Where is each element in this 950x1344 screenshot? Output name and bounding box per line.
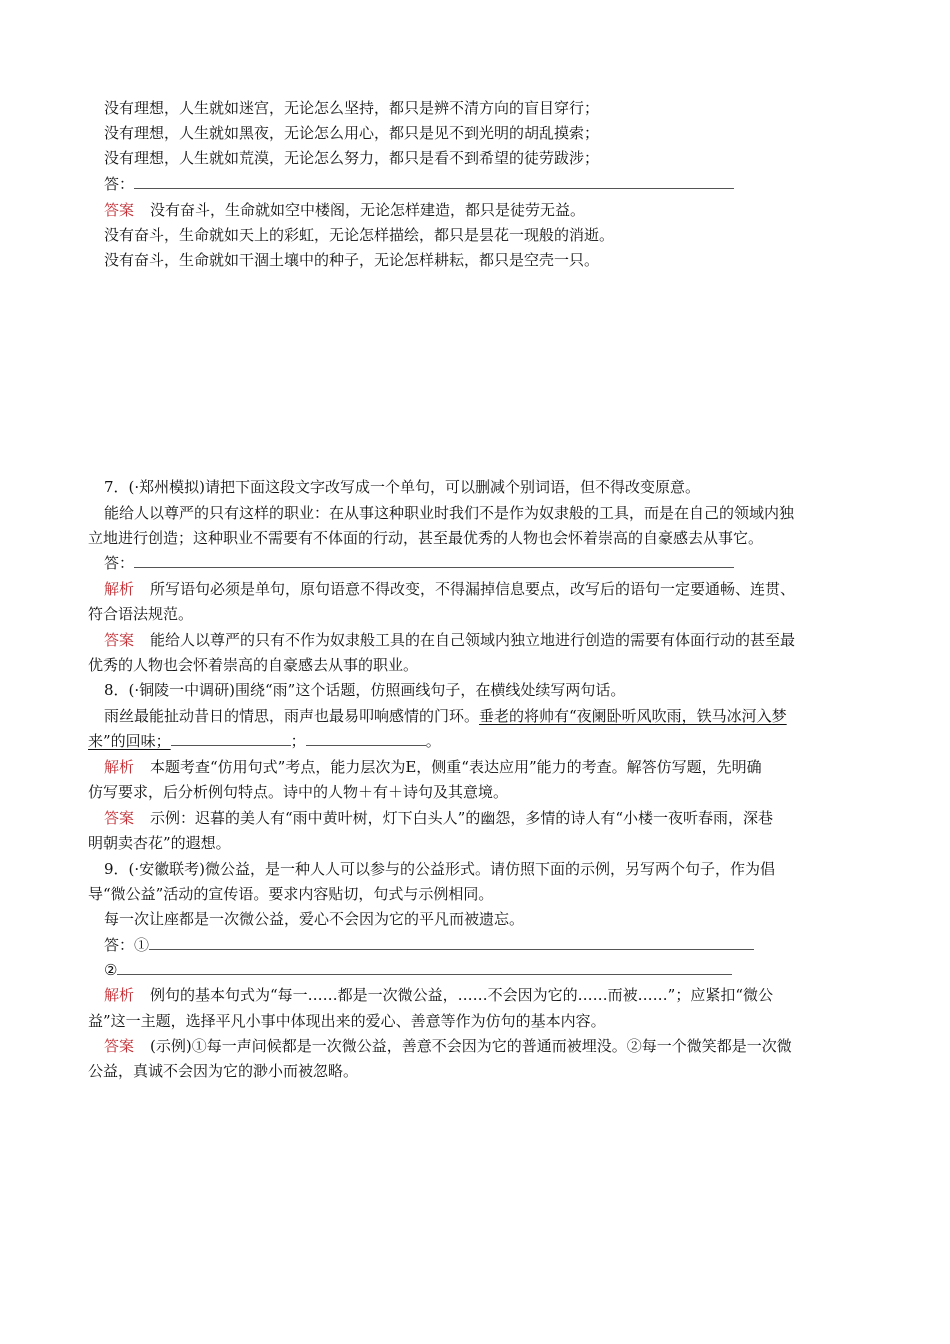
- answer-label: 答：: [104, 554, 135, 572]
- q7-analysis-1: [104, 579, 880, 599]
- answer-key-text: 没有奋斗，生命就如空中楼阁，无论怎样建造，都只是徒劳无益。: [150, 201, 586, 219]
- q9-answer-line-2: [104, 960, 880, 980]
- answer-blank[interactable]: [134, 174, 734, 189]
- q8-text-1: [104, 706, 880, 726]
- answer-blank-1[interactable]: [171, 731, 291, 746]
- answer-key-label: 答案: [104, 809, 135, 827]
- q9-example: 每一次让座都是一次微公益，爱心不会因为它的平凡而被遗忘。: [104, 910, 525, 928]
- q7-key-1: [104, 630, 880, 650]
- q9-key-1: [104, 1036, 880, 1056]
- poem-line-2: 没有理想，人生就如黑夜，无论怎么用心，都只是见不到光明的胡乱摸索；: [104, 124, 600, 142]
- answer-key-label: 答案: [104, 631, 135, 649]
- answer-label-2: ②: [104, 961, 118, 979]
- q9-analysis-1: [104, 985, 880, 1005]
- q8-underlined-sentence: 垂老的将帅有“夜阑卧听风吹雨，铁马冰河入梦: [479, 707, 787, 725]
- q8-period: 。: [425, 732, 441, 750]
- key-line-a3: 没有奋斗，生命就如干涸土壤中的种子，无论怎样耕耘，都只是空壳一只。: [104, 251, 600, 269]
- q8-key-2: 明朝卖杏花”的遐想。: [88, 834, 231, 852]
- answer-key-label: 答案: [104, 201, 135, 219]
- analysis-label: 解析: [104, 758, 135, 776]
- q8-underlined-sentence-end: 来”的回味；: [88, 732, 171, 750]
- answer-blank-2[interactable]: [306, 731, 426, 746]
- answer-line-a: [104, 174, 880, 194]
- poem-line-1: 没有理想，人生就如迷宫，无论怎么坚持，都只是辨不清方向的盲目穿行；: [104, 99, 600, 117]
- q7-key-2: 优秀的人物也会怀着崇高的自豪感去从事的职业。: [88, 656, 419, 674]
- analysis-text: 例句的基本句式为“每一……都是一次微公益，……不会因为它的……而被……”；应紧扣“微公: [150, 986, 774, 1004]
- q8-analysis-2: 仿写要求，后分析例句特点。诗中的人物＋有＋诗句及其意境。: [88, 783, 509, 801]
- key-line-a2: 没有奋斗，生命就如天上的彩虹，无论怎样描绘，都只是昙花一现般的消逝。: [104, 226, 615, 244]
- answer-blank-2[interactable]: [117, 960, 732, 975]
- analysis-text: 本题考查“仿用句式”考点，能力层次为E，侧重“表达应用”能力的考查。解答仿写题，先明确: [150, 758, 762, 776]
- answer-blank-1[interactable]: [149, 935, 754, 950]
- q9-key-2: 公益，真诚不会因为它的渺小而被忽略。: [88, 1062, 359, 1080]
- answer-key-text: (示例)①每一声问候都是一次微公益，善意不会因为它的普通而被埋没。②每一个微笑都是一次微: [150, 1037, 792, 1055]
- answer-key-label: 答案: [104, 1037, 135, 1055]
- q9-answer-line-1: [104, 935, 880, 955]
- q9-title-1: 9．(·安徽联考)微公益，是一种人人可以参与的公益形式。请仿照下面的示例，另写两个句子，作为倡: [104, 860, 776, 878]
- q9-title-2: 导“微公益”活动的宣传语。要求内容贴切，句式与示例相同。: [88, 885, 494, 903]
- answer-key-text: 示例：迟暮的美人有“雨中黄叶树，灯下白头人”的幽怨，多情的诗人有“小楼一夜听春雨，深巷: [150, 809, 774, 827]
- key-line-a1: [104, 200, 880, 220]
- answer-label: 答：①: [104, 936, 150, 954]
- q8-text-plain: 雨丝最能扯动昔日的情思，雨声也最易叩响感情的门环。: [104, 707, 480, 725]
- q8-key-1: [104, 808, 880, 828]
- q7-analysis-2: 符合语法规范。: [88, 605, 194, 623]
- analysis-label: 解析: [104, 986, 135, 1004]
- poem-line-3: 没有理想，人生就如荒漠，无论怎么努力，都只是看不到希望的徒劳跋涉；: [104, 149, 600, 167]
- q8-analysis-1: [104, 757, 880, 777]
- analysis-label: 解析: [104, 580, 135, 598]
- q8-title: 8．(·铜陵一中调研)围绕“雨”这个话题，仿照画线句子，在横线处续写两句话。: [104, 681, 626, 699]
- answer-key-text: 能给人以尊严的只有不作为奴隶般工具的在自己领域内独立地进行创造的需要有体面行动的甚至最: [150, 631, 796, 649]
- answer-blank[interactable]: [134, 553, 734, 568]
- q7-answer-line: [104, 553, 880, 573]
- q7-title: 7．(·郑州模拟)请把下面这段文字改写成一个单句，可以删减个别词语，但不得改变原意。: [104, 478, 701, 496]
- q7-text-1: 能给人以尊严的只有这样的职业：在从事这种职业时我们不是作为奴隶般的工具，而是在自己的领域内独: [104, 504, 795, 522]
- answer-label: 答：: [104, 175, 135, 193]
- q8-separator: ；: [290, 732, 306, 750]
- analysis-text: 所写语句必须是单句，原句语意不得改变，不得漏掉信息要点，改写后的语句一定要通畅、连贯、: [150, 580, 796, 598]
- q8-text-2: [88, 731, 880, 751]
- q9-analysis-2: 益”这一主题，选择平凡小事中体现出来的爱心、善意等作为仿句的基本内容。: [88, 1012, 606, 1030]
- q7-text-2: 立地进行创造；这种职业不需要有不体面的行动，甚至最优秀的人物也会怀着崇高的自豪感去从事它。: [88, 529, 764, 547]
